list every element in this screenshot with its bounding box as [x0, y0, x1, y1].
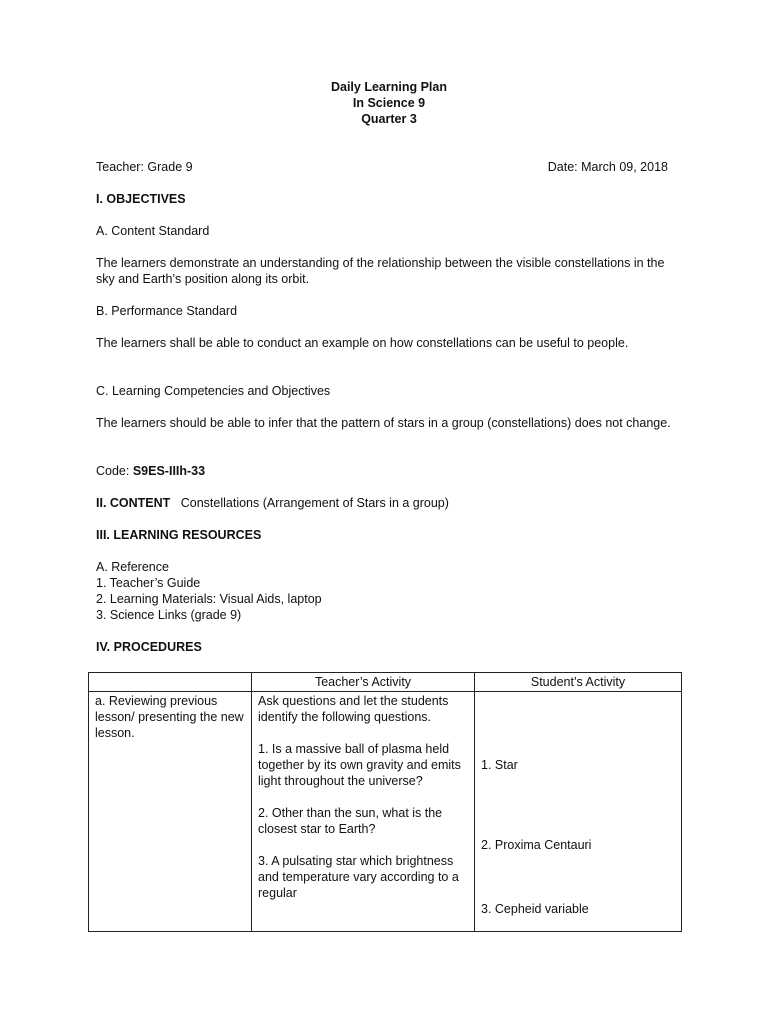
question-item: 1. Is a massive ball of plasma held together by its own gravity and emits light throughout the universe?	[258, 742, 461, 788]
answer-item: 3. Cepheid variable	[481, 902, 589, 916]
document-header	[96, 79, 682, 127]
question-item: 3. A pulsating star which brightness and temperature vary according to a regular	[258, 854, 459, 900]
resource-item: 3. Science Links (grade 9)	[96, 608, 242, 622]
competencies-label: C. Learning Competencies and Objectives	[96, 384, 331, 398]
header-quarter: Quarter 3	[361, 112, 417, 126]
table-header-row	[89, 673, 682, 692]
header-title: Daily Learning Plan	[330, 80, 447, 94]
content-line	[96, 495, 682, 511]
teacher-field: Teacher: Grade 9	[96, 160, 193, 174]
content-standard-text: The learners demonstrate an understanding of the relationship between the visible constellations in the sky and Earth’s position along its orbit.	[96, 256, 665, 286]
column-header	[89, 673, 252, 692]
resources-list	[96, 559, 682, 623]
content-standard-label: A. Content Standard	[96, 224, 210, 238]
teacher-activity-cell	[252, 692, 475, 932]
row-label-cell	[89, 692, 252, 932]
competencies-text: The learners should be able to infer that the pattern of stars in a group (constellations) does not change.	[96, 416, 671, 430]
cell-spacer	[481, 853, 675, 901]
performance-standard-text: The learners shall be able to conduct an example on how constellations can be useful to people.	[96, 336, 629, 350]
resource-item: 1. Teacher’s Guide	[96, 576, 201, 590]
procedures-table	[88, 672, 682, 932]
performance-standard-label: B. Performance Standard	[96, 304, 238, 318]
objectives-heading: I. OBJECTIVES	[96, 192, 186, 206]
row-label: a. Reviewing previous lesson/ presenting the new lesson.	[95, 694, 244, 740]
question-item: 2. Other than the sun, what is the closest star to Earth?	[258, 806, 443, 836]
resource-item: 2. Learning Materials: Visual Aids, laptop	[96, 592, 322, 606]
column-header: Student’s Activity	[475, 673, 682, 692]
cell-spacer	[481, 693, 675, 757]
column-header: Teacher’s Activity	[252, 673, 475, 692]
code-line	[96, 463, 682, 479]
content-label: II. CONTENT	[96, 496, 171, 510]
date-field: Date: March 09, 2018	[547, 160, 668, 174]
resource-item: A. Reference	[96, 560, 169, 574]
header-subject: In Science 9	[352, 96, 426, 110]
answer-item: 2. Proxima Centauri	[481, 838, 592, 852]
code-label: Code:	[96, 464, 133, 478]
answer-item: 1. Star	[481, 758, 518, 772]
resources-heading: III. LEARNING RESOURCES	[96, 528, 262, 542]
content-text: Constellations (Arrangement of Stars in a group)	[180, 496, 449, 510]
student-activity-cell	[475, 692, 682, 932]
table-row	[89, 692, 682, 932]
teacher-intro: Ask questions and let the students identify the following questions.	[258, 694, 449, 724]
code-value: S9ES-IIIh-33	[132, 464, 206, 478]
cell-spacer	[481, 773, 675, 837]
procedures-heading: IV. PROCEDURES	[96, 640, 202, 654]
